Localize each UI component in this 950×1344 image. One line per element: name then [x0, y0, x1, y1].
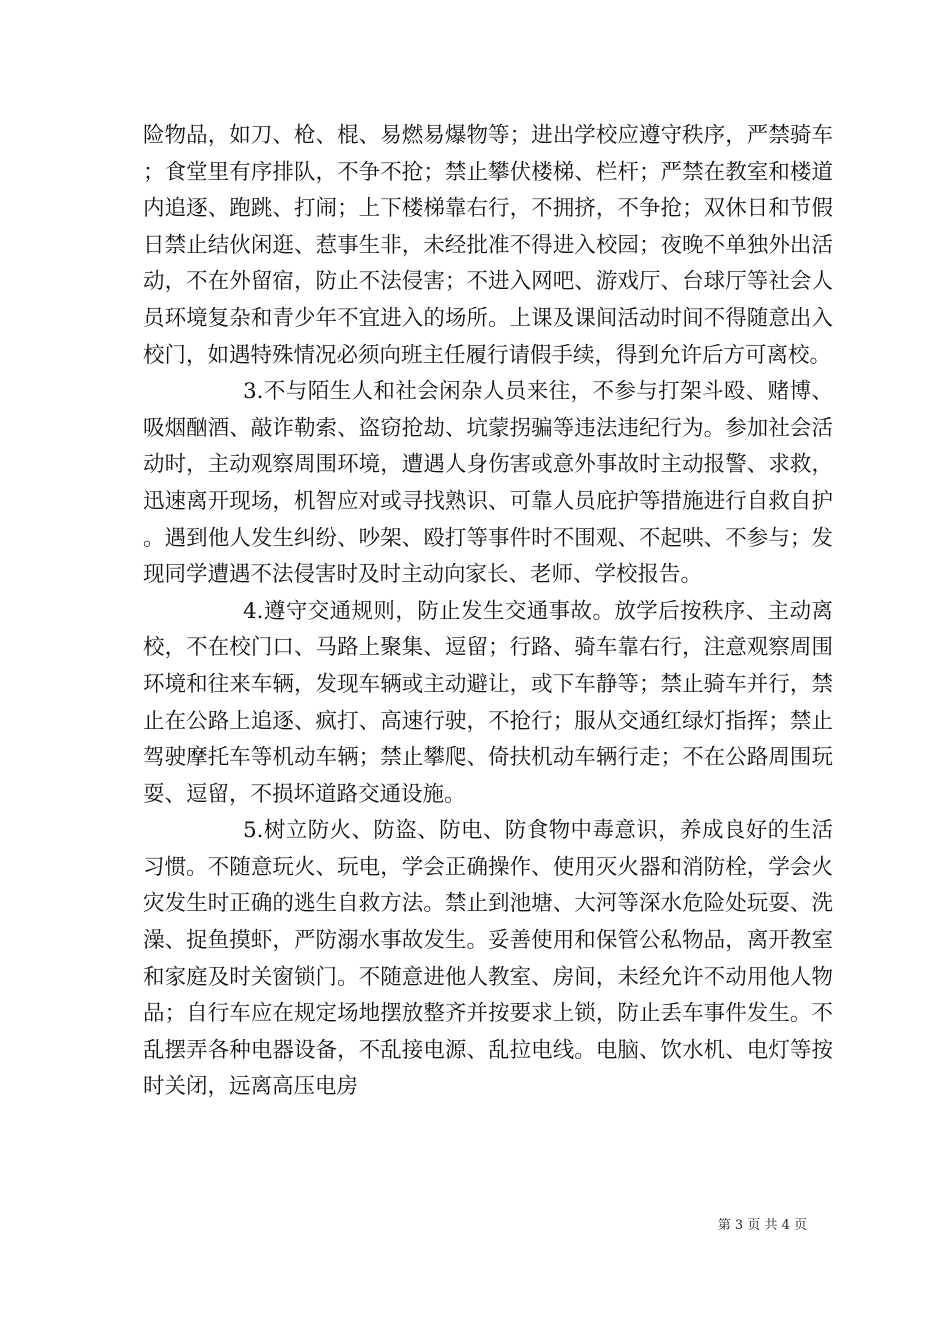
- document-body: [143, 118, 833, 1106]
- paragraph-item-4: 4.遵守交通规则，防止发生交通事故。放学后按秩序、主动离校，不在校门口、马路上聚集、逗留；行路、骑车靠右行，注意观察周围环境和往来车辆，发现车辆或主动避让，或下车静等；禁止骑车并行，禁止在公路上追逐、疯打、高速行驶，不抢行；服从交通红绿灯指挥；禁止驾驶摩托车等机动车辆；禁止攀爬、倚扶机动车辆行走；不在公路周围玩耍、逗留，不损坏道路交通设施。: [143, 598, 833, 807]
- paragraph-item-3: 3.不与陌生人和社会闲杂人员来往，不参与打架斗殴、赌博、吸烟酗酒、敲诈勒索、盗窃抢劫、坑蒙拐骗等违法违纪行为。参加社会活动时，主动观察周围环境，遭遇人身伤害或意外事故时主动报警、求救，迅速离开现场，机智应对或寻找熟识、可靠人员庇护等措施进行自救自护。遇到他人发生纠纷、吵架、殴打等事件时不围观、不起哄、不参与；发现同学遭遇不法侵害时及时主动向家长、老师、学校报告。: [143, 379, 833, 588]
- paragraph-continued: 险物品，如刀、枪、棍、易燃易爆物等；进出学校应遵守秩序，严禁骑车；食堂里有序排队，不争不抢；禁止攀伏楼梯、栏杆；严禁在教室和楼道内追逐、跑跳、打闹；上下楼梯靠右行，不拥挤，不争抢；双休日和节假日禁止结伙闲逛、惹事生非，未经批准不得进入校园；夜晚不单独外出活动，不在外留宿，防止不法侵害；不进入网吧、游戏厅、台球厅等社会人员环境复杂和青少年不宜进入的场所。上课及课间活动时间不得随意出入校门，如遇特殊情况必须向班主任履行请假手续，得到允许后方可离校。: [143, 123, 833, 368]
- paragraph-item-5: 5.树立防火、防盗、防电、防食物中毒意识，养成良好的生活习惯。不随意玩火、玩电，学会正确操作、使用灭火器和消防栓，学会火灾发生时正确的逃生自救方法。禁止到池塘、大河等深水危险处玩耍、洗澡、捉鱼摸虾，严防溺水事故发生。妥善使用和保管公私物品，离开教室和家庭及时关窗锁门。不随意进他人教室、房间，未经允许不动用他人物品；自行车应在规定场地摆放整齐并按要求上锁，防止丢车事件发生。不乱摆弄各种电器设备，不乱接电源、乱拉电线。电脑、饮水机、电灯等按时关闭，远离高压电房: [143, 818, 833, 1100]
- page-number-footer: 第 3 页 共 4 页: [717, 1218, 807, 1233]
